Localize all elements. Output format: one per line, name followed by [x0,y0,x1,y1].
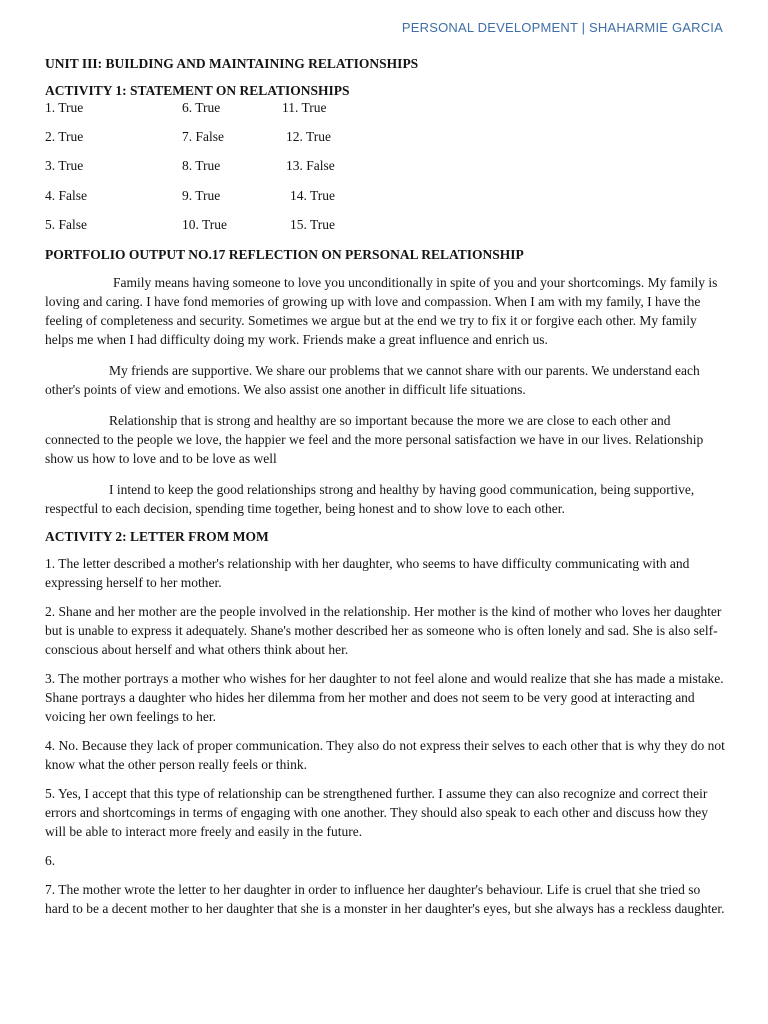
letter-answer: 6. [45,853,56,868]
answer-item: 14. True [290,188,336,203]
answer-item: 4. False [45,188,87,203]
letter-answer: 1. The letter described a mother's relationship with her daughter, who seems to have difficulty communicating with and expressing herself to her mother. [45,556,690,590]
portfolio-title: PORTFOLIO OUTPUT NO.17 REFLECTION ON PERSONAL RELATIONSHIP [45,247,524,262]
page-header: PERSONAL DEVELOPMENT | SHAHARMIE GARCIA [401,20,723,35]
answer-item: 8. True [182,158,221,173]
letter-answer: 2. Shane and her mother are the people involved in the relationship. Her mother is the kind of mother who loves her daughter but is unable to express it adequately. Shane's mother described her as someone who is often lonely and sad. She is also self-conscious about herself and what others think about her. [45,604,722,657]
reflection-paragraph: I intend to keep the good relationships strong and healthy by having good communication, being supportive, respectful to each decision, spending time together, being honest and to show love to each other. [45,482,695,516]
answer-item: 15. True [290,217,336,232]
unit-title: UNIT III: BUILDING AND MAINTAINING RELATIONSHIPS [45,56,419,71]
letter-answer: 3. The mother portrays a mother who wishes for her daughter to not feel alone and would realize that she has made a mistake. Shane portrays a daughter who hides her dilemma from her mother and does not seem to be very good at interacting and voicing her own feelings to her. [45,671,724,724]
answer-item: 12. True [286,129,332,144]
answer-item: 6. True [182,100,221,115]
reflection-paragraph: Family means having someone to love you unconditionally in spite of you and your shortcomings. My family is loving and caring. I have fond memories of growing up with love and compassion. When I am with my family, I have the feeling of completeness and security. Sometimes we argue but at the end we try to fix it or forgive each other. My family helps me when I had difficulty doing my work. Friends make a great influence and enrich us. [45,275,718,347]
answer-item: 13. False [286,158,335,173]
answer-item: 2. True [45,129,84,144]
answer-item: 3. True [45,158,84,173]
activity1-title: ACTIVITY 1: STATEMENT ON RELATIONSHIPS [45,83,350,98]
answer-item: 11. True [282,100,327,115]
letter-answer: 5. Yes, I accept that this type of relationship can be strengthened further. I assume they can also recognize and correct their errors and shortcomings in terms of engaging with one another. They should also speak to each other and discuss how they will be able to interact more freely and easily in the future. [45,786,708,839]
reflection-paragraph: Relationship that is strong and healthy are so important because the more we are close to each other and connected to the people we love, the happier we feel and the more personal satisfaction we have in our lives. Relationship show us how to love and to be love as well [45,413,704,466]
answer-item: 1. True [45,100,84,115]
activity2-title: ACTIVITY 2: LETTER FROM MOM [45,529,269,544]
document-body [45,56,725,918]
answer-item: 5. False [45,217,87,232]
letter-answer: 4. No. Because they lack of proper communication. They also do not express their selves to each other that is why they do not know what the other person really feels or think. [45,738,725,772]
answer-item: 10. True [182,217,228,232]
answer-grid [45,100,725,240]
answer-item: 9. True [182,188,221,203]
letter-answer: 7. The mother wrote the letter to her daughter in order to influence her daughter's behaviour. Life is cruel that she tried so hard to be a decent mother to her daughter that she is a monster in her daughter's eyes, but she always has a reckless daughter. [45,882,725,916]
answer-item: 7. False [182,129,224,144]
reflection-paragraph: My friends are supportive. We share our problems that we cannot share with our parents. We understand each other's points of view and emotions. We also assist one another in difficult life situations. [45,363,700,397]
